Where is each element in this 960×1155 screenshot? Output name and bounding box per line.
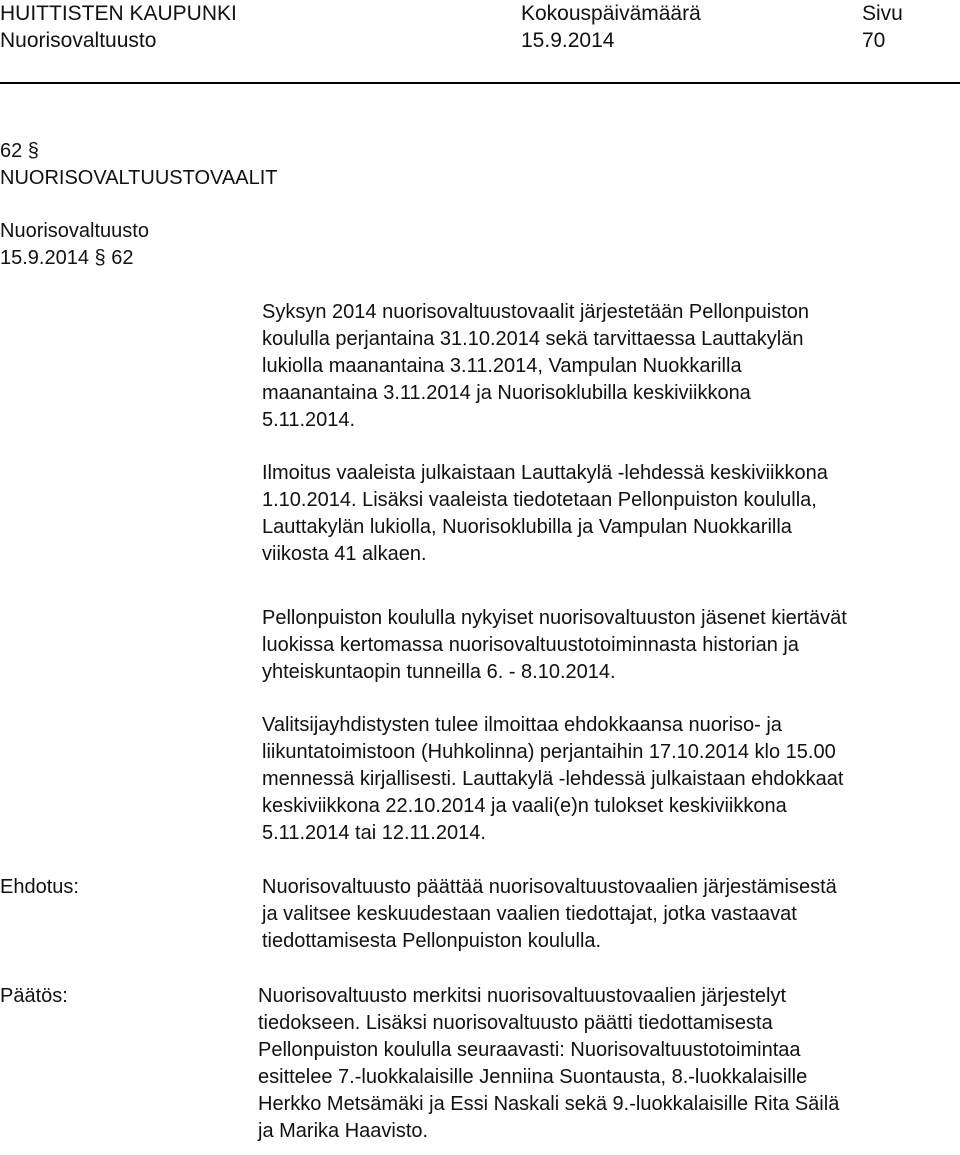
text-line: tiedokseen. Lisäksi nuorisovaltuusto päätti tiedottamisesta <box>258 1012 773 1034</box>
text-line: Ilmoitus vaaleista julkaistaan Lauttakylä -lehdessä keskiviikkona <box>262 462 828 484</box>
header-divider <box>0 82 960 84</box>
text-line: Syksyn 2014 nuorisovaltuustovaalit järjestetään Pellonpuiston <box>262 301 810 323</box>
text-line: yhteiskuntaopin tunneilla 6. - 8.10.2014. <box>262 661 616 683</box>
paragraph-announcement <box>262 460 942 568</box>
text-line: 5.11.2014 tai 12.11.2014. <box>262 822 486 844</box>
decision-text <box>258 983 938 1145</box>
paragraph-elections <box>262 299 942 434</box>
meeting-date-label: Kokouspäivämäärä <box>521 2 701 25</box>
text-line: lukiolla maanantaina 3.11.2014, Vampulan Nuokkarilla <box>262 355 742 377</box>
section-title: NUORISOVALTUUSTOVAALIT <box>0 167 278 189</box>
meeting-date: 15.9.2014 <box>521 29 615 52</box>
paragraph-classroom-visits <box>262 605 942 686</box>
text-line: tiedottamisesta Pellonpuiston koululla. <box>262 930 602 952</box>
page-label: Sivu <box>862 2 903 25</box>
text-line: Nuorisovaltuusto merkitsi nuorisovaltuustovaalien järjestelyt <box>258 985 787 1007</box>
text-line: Herkko Metsämäki ja Essi Naskali sekä 9.-luokkalaisille Rita Säilä <box>258 1093 840 1115</box>
text-line: viikosta 41 alkaen. <box>262 543 427 565</box>
text-line: mennessä kirjallisesti. Lauttakylä -lehdessä julkaistaan ehdokkaat <box>262 768 844 790</box>
text-line: maanantaina 3.11.2014 ja Nuorisoklubilla keskiviikkona <box>262 382 751 404</box>
text-line: keskiviikkona 22.10.2014 ja vaali(e)n tulokset keskiviikkona <box>262 795 787 817</box>
text-line: Lauttakylän lukiolla, Nuorisoklubilla ja Vampulan Nuokkarilla <box>262 516 792 538</box>
organization-name: HUITTISTEN KAUPUNKI <box>0 2 237 25</box>
text-line: esittelee 7.-luokkalaisille Jenniina Suontausta, 8.-luokkalaisille <box>258 1066 808 1088</box>
text-line: Pellonpuiston koululla seuraavasti: Nuorisovaltuustotoimintaa <box>258 1039 801 1061</box>
text-line: luokissa kertomassa nuorisovaltuustotoiminnasta historian ja <box>262 634 799 656</box>
text-line: 1.10.2014. Lisäksi vaaleista tiedotetaan Pellonpuiston koululla, <box>262 489 817 511</box>
document-header <box>0 0 960 56</box>
page-number: 70 <box>862 29 886 52</box>
text-line: koululla perjantaina 31.10.2014 sekä tarvittaessa Lauttakylän <box>262 328 804 350</box>
decision-label: Päätös: <box>0 985 68 1007</box>
proposal-label: Ehdotus: <box>0 876 79 898</box>
section-number: 62 § <box>0 140 39 162</box>
text-line: liikuntatoimistoon (Huhkolinna) perjantaihin 17.10.2014 klo 15.00 <box>262 741 836 763</box>
text-line: 5.11.2014. <box>262 409 356 431</box>
reference-body: Nuorisovaltuusto <box>0 220 149 242</box>
reference-date: 15.9.2014 § 62 <box>0 247 134 269</box>
text-line: Nuorisovaltuusto päättää nuorisovaltuustovaalien järjestämisestä <box>262 876 837 898</box>
text-line: Pellonpuiston koululla nykyiset nuorisovaltuuston jäsenet kiertävät <box>262 607 847 629</box>
proposal-text <box>262 874 942 955</box>
text-line: ja valitsee keskuudestaan vaalien tiedottajat, jotka vastaavat <box>262 903 797 925</box>
paragraph-candidates <box>262 712 942 847</box>
text-line: Valitsijayhdistysten tulee ilmoittaa ehdokkaansa nuoriso- ja <box>262 714 782 736</box>
body-name: Nuorisovaltuusto <box>0 29 157 52</box>
text-line: ja Marika Haavisto. <box>258 1120 429 1142</box>
